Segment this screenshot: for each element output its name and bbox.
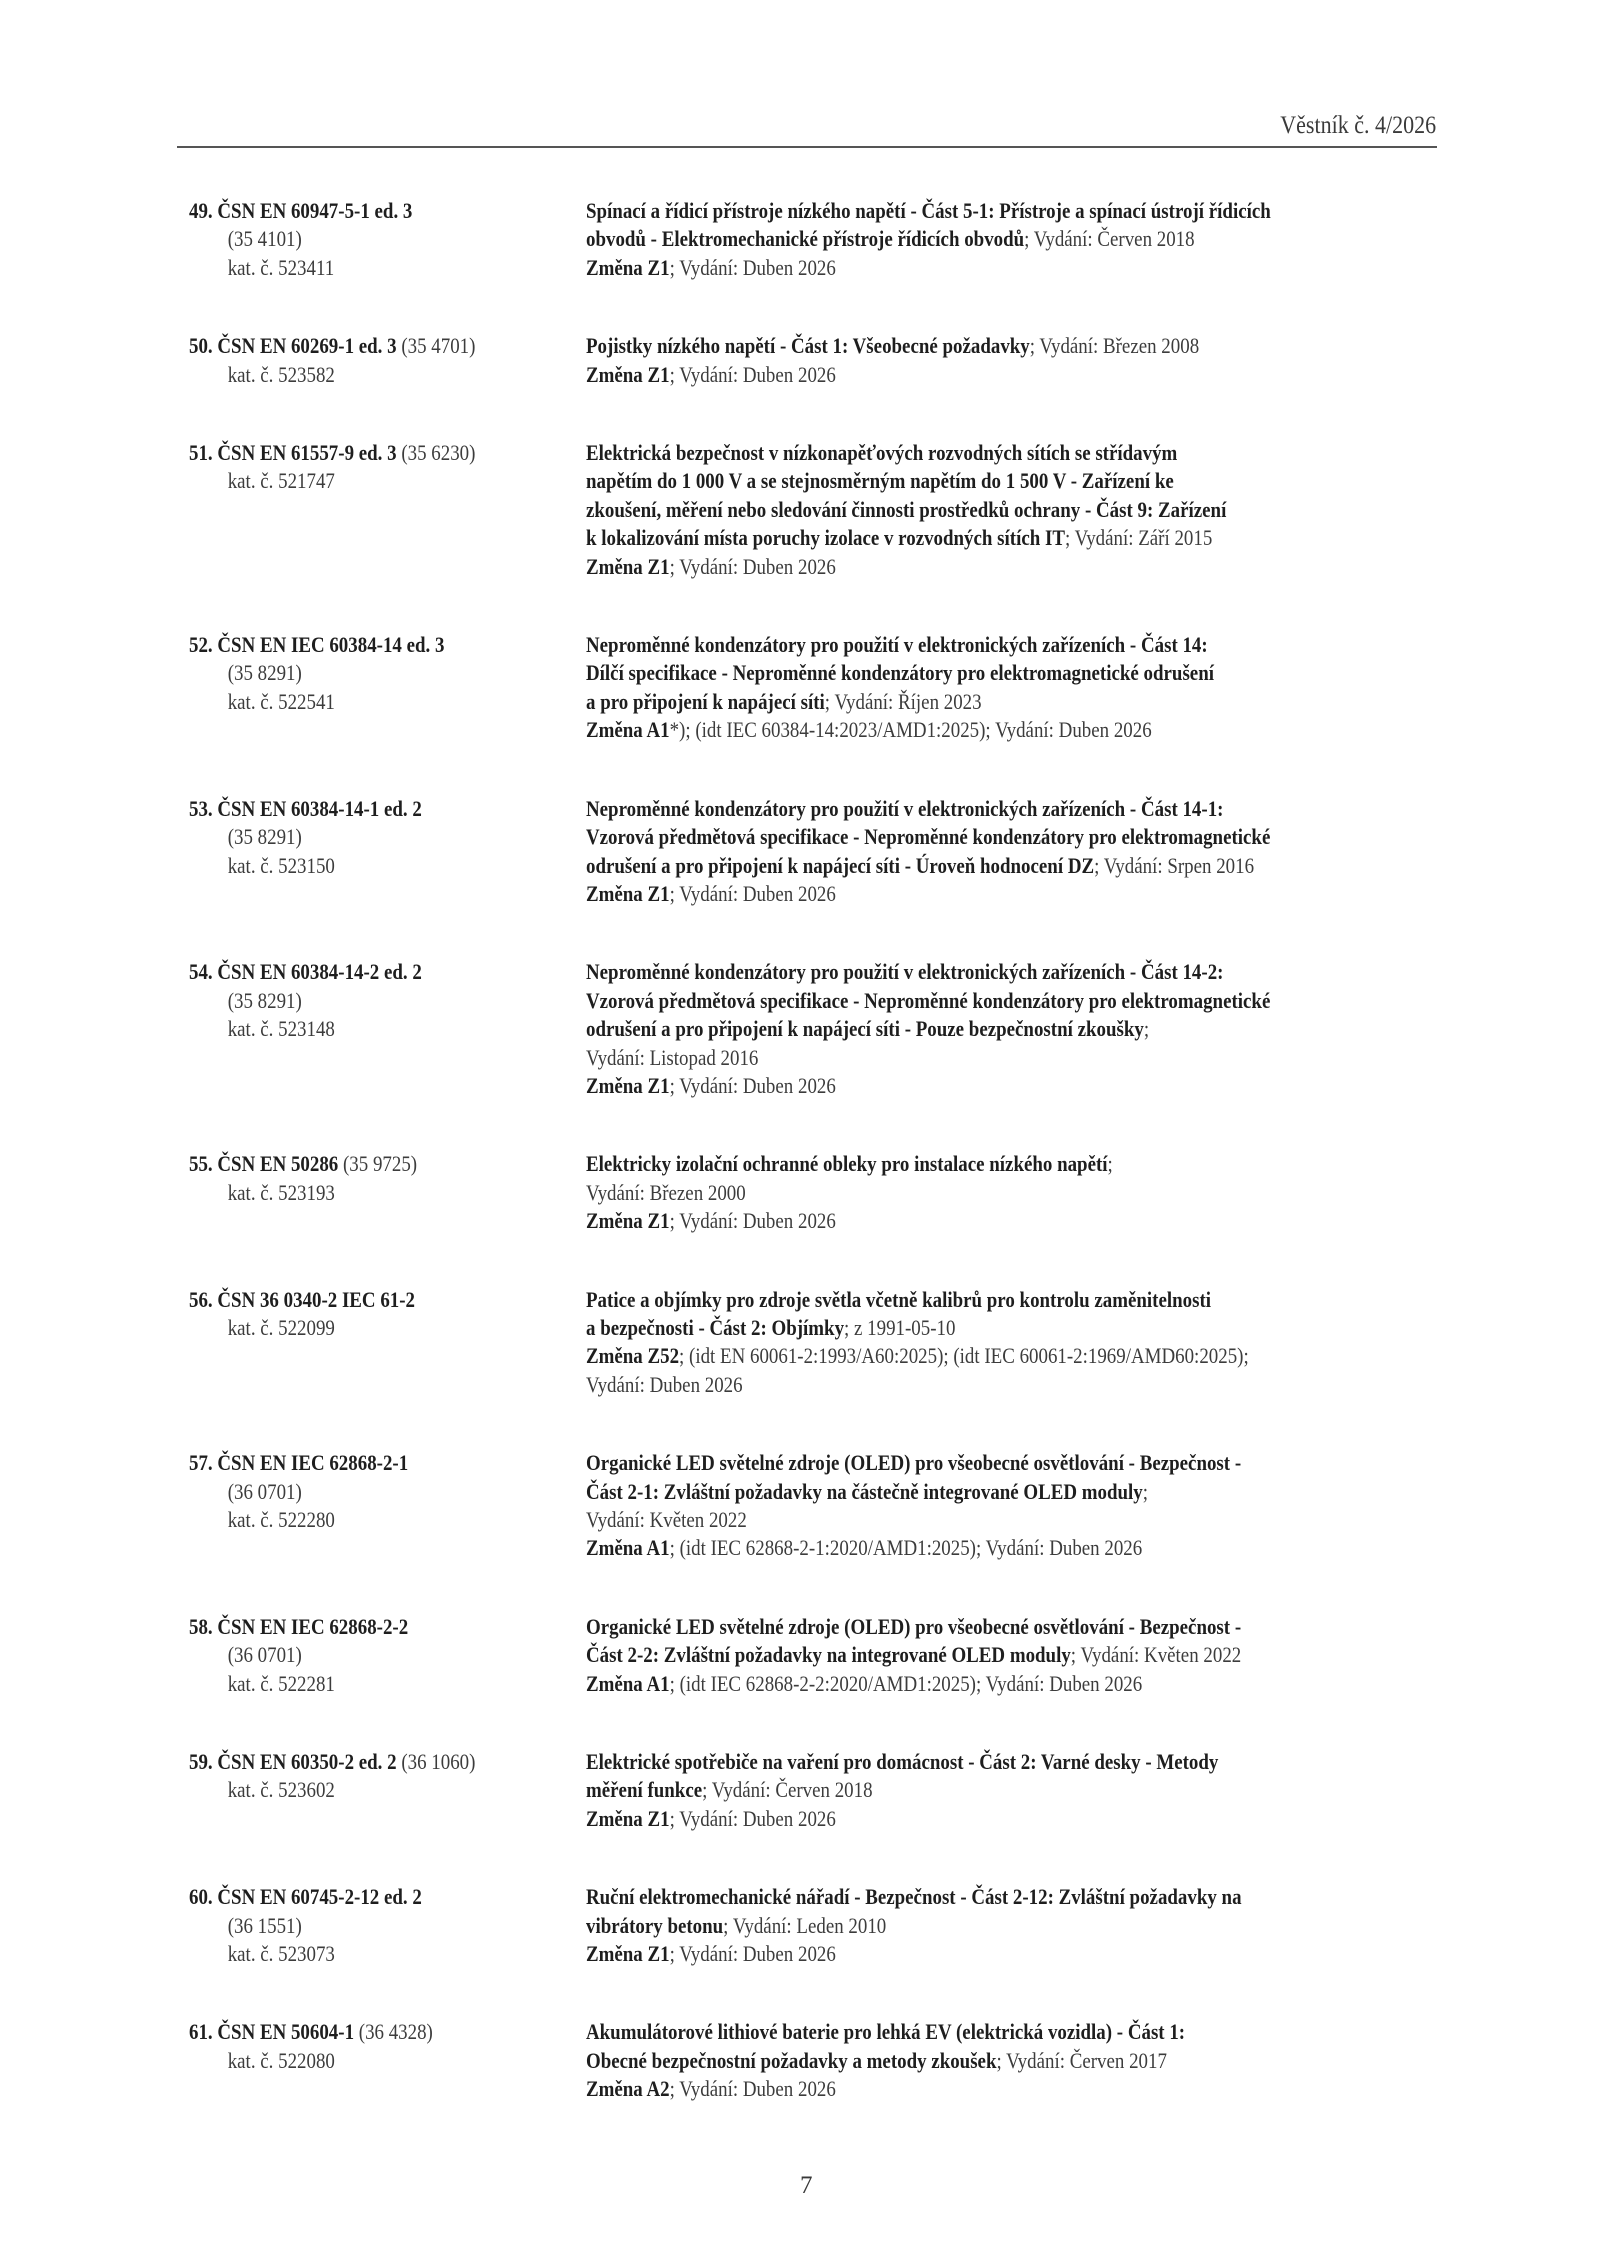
text-line [586,1534,1320,1562]
bold-text: Změna A2 [586,2076,670,2102]
bold-text: Dílčí specifikace - Neproměnné kondenzátory pro elektromagnetické odrušení [586,660,1214,686]
text-line [586,439,1320,467]
text-line [189,1776,530,1804]
text-line [586,716,1320,744]
bold-text: Vzorová předmětová specifikace - Neproměnné kondenzátory pro elektromagnetické [586,824,1271,850]
regular-text: kat. č. 522281 [227,1670,335,1696]
text-line [189,1670,530,1698]
text-line [586,1478,1320,1506]
text-line [189,1912,530,1940]
text-line [586,852,1320,880]
bold-text: vibrátory betonu [586,1912,724,1938]
text-line [586,823,1320,851]
bold-text: Změna Z1 [586,553,670,579]
standard-designation [189,1150,586,1235]
text-line [586,1776,1320,1804]
regular-text: (35 9725) [338,1151,418,1177]
text-line [189,2047,530,2075]
regular-text: Vydání: Květen 2022 [586,1507,747,1532]
regular-text: ; (idt IEC 62868-2-1:2020/AMD1:2025); Vydání: Duben 2026 [669,1535,1143,1561]
standard-entry [189,197,1439,282]
text-line [586,1912,1320,1940]
bold-text: Neproměnné kondenzátory pro použití v elektronických zařízeních - Část 14: [586,632,1208,658]
text-line [189,439,530,467]
standard-entry [189,1286,1439,1400]
text-line [586,524,1320,552]
standard-designation [189,1286,586,1400]
regular-text: kat. č. 523411 [227,254,335,280]
standard-designation [189,1883,586,1968]
bold-text: napětím do 1 000 V a se stejnosměrným napětím do 1 500 V - Zařízení ke [586,468,1174,494]
bold-text: Část 2-1: Zvláštní požadavky na částečně integrované OLED moduly [586,1478,1143,1504]
standard-entry [189,1613,1439,1698]
regular-text: (35 8291) [227,660,302,686]
text-line [586,1371,1320,1399]
bold-text: k lokalizování místa poruchy izolace v rozvodných sítích IT [586,525,1065,551]
bold-text: Organické LED světelné zdroje (OLED) pro všeobecné osvětlování - Bezpečnost - [586,1613,1242,1639]
standard-designation [189,439,586,581]
standard-description [586,631,1439,745]
text-line [586,553,1320,581]
regular-text: kat. č. 523150 [227,852,335,878]
regular-text: ; Vydání: Duben 2026 [669,361,836,387]
bold-text: Změna Z1 [586,1941,670,1967]
text-line [189,361,530,389]
regular-text: Vydání: Duben 2026 [586,1371,743,1397]
regular-text: ; Vydání: Červen 2018 [702,1777,873,1803]
text-line [586,1940,1320,1968]
text-line [586,1072,1320,1100]
regular-text: kat. č. 523582 [227,361,335,387]
regular-text: *); (idt IEC 60384-14:2023/AMD1:2025); Vydání: Duben 2026 [669,717,1152,743]
regular-text: (35 6230) [396,440,476,466]
regular-text: ; [1142,1478,1149,1504]
text-line [586,361,1320,389]
text-line [189,254,530,282]
standard-description [586,2018,1439,2103]
regular-text: kat. č. 522080 [227,2047,335,2073]
regular-text: ; Vydání: Říjen 2023 [824,688,982,714]
standard-entry [189,332,1439,389]
text-line [586,958,1320,986]
text-line [586,1805,1320,1833]
regular-text: ; z 1991-05-10 [844,1314,956,1340]
text-line [189,659,530,687]
text-line [189,795,530,823]
bold-text: 59. ČSN EN 60350-2 ed. 2 [189,1749,397,1775]
bold-text: 57. ČSN EN IEC 62868-2-1 [189,1450,409,1476]
bold-text: Ruční elektromechanické nářadí - Bezpečnost - Část 2-12: Zvláštní požadavky na [586,1884,1242,1910]
text-line [586,1150,1320,1178]
bold-text: 54. ČSN EN 60384-14-2 ed. 2 [189,959,422,985]
bold-text: Neproměnné kondenzátory pro použití v elektronických zařízeních - Část 14-2: [586,959,1224,985]
text-line [586,332,1320,360]
bold-text: Neproměnné kondenzátory pro použití v elektronických zařízeních - Část 14-1: [586,795,1224,821]
bold-text: Změna A1 [586,717,670,743]
text-line [586,1207,1320,1235]
regular-text: Vydání: Březen 2000 [586,1179,746,1205]
regular-text: ; Vydání: Duben 2026 [669,2076,836,2102]
bold-text: 55. ČSN EN 50286 [189,1151,339,1177]
bold-text: Pojistky nízkého napětí - Část 1: Všeobecné požadavky [586,333,1030,359]
text-line [189,1478,530,1506]
text-line [189,1286,530,1314]
regular-text: ; Vydání: Srpen 2016 [1094,852,1255,878]
regular-text: Vydání: Listopad 2016 [586,1044,759,1070]
text-line [586,688,1320,716]
text-line [586,2047,1320,2075]
text-line [586,1613,1320,1641]
text-line [586,496,1320,524]
standard-description [586,197,1439,282]
standard-description [586,1150,1439,1235]
bold-text: Změna Z1 [586,361,670,387]
standard-description [586,1883,1439,1968]
bold-text: 51. ČSN EN 61557-9 ed. 3 [189,440,397,466]
bold-text: Změna Z1 [586,1805,670,1831]
text-line [189,852,530,880]
text-line [189,1150,530,1178]
regular-text: (36 4328) [354,2019,433,2045]
bold-text: 61. ČSN EN 50604-1 [189,2019,355,2045]
bold-text: 52. ČSN EN IEC 60384-14 ed. 3 [189,632,445,658]
text-line [189,1449,530,1477]
bold-text: Změna A1 [586,1670,670,1696]
regular-text: ; [1143,1016,1150,1042]
bold-text: Organické LED světelné zdroje (OLED) pro všeobecné osvětlování - Bezpečnost - [586,1450,1242,1476]
bold-text: 50. ČSN EN 60269-1 ed. 3 [189,333,397,359]
standard-entry [189,2018,1439,2103]
standard-entry [189,1748,1439,1833]
text-line [189,1883,530,1911]
standard-designation [189,1748,586,1833]
bold-text: a bezpečnosti - Část 2: Objímky [586,1314,845,1340]
bold-text: a pro připojení k napájecí síti [586,688,825,714]
standard-entry [189,631,1439,745]
standard-description [586,439,1439,581]
standard-entry [189,958,1439,1100]
regular-text: (35 4101) [227,226,302,252]
standard-designation [189,1613,586,1698]
regular-text: ; Vydání: Leden 2010 [723,1912,887,1938]
standard-description [586,1449,1439,1563]
text-line [586,197,1320,225]
standard-description [586,1286,1439,1400]
text-line [586,1670,1320,1698]
standard-designation [189,197,586,282]
text-line [189,631,530,659]
regular-text: ; Vydání: Duben 2026 [669,553,836,579]
text-line [189,958,530,986]
text-line [189,225,530,253]
regular-text: ; Vydání: Duben 2026 [669,254,836,280]
text-line [586,795,1320,823]
regular-text: kat. č. 522099 [227,1314,335,1340]
text-line [586,225,1320,253]
regular-text: ; (idt IEC 62868-2-2:2020/AMD1:2025); Vydání: Duben 2026 [669,1670,1143,1696]
bold-text: Obecné bezpečnostní požadavky a metody zkoušek [586,2047,997,2073]
text-line [189,1179,530,1207]
text-line [586,1314,1320,1342]
regular-text: ; Vydání: Duben 2026 [669,1072,836,1098]
text-line [189,1015,530,1043]
standard-designation [189,795,586,909]
standard-description [586,958,1439,1100]
regular-text: kat. č. 521747 [227,468,335,494]
bold-text: 58. ČSN EN IEC 62868-2-2 [189,1613,409,1639]
text-line [189,688,530,716]
text-line [586,1286,1320,1314]
regular-text: (36 0701) [227,1478,302,1504]
text-line [586,1449,1320,1477]
regular-text: kat. č. 523602 [227,1777,335,1803]
regular-text: kat. č. 522541 [227,688,335,714]
bold-text: Změna A1 [586,1535,670,1561]
standard-description [586,1613,1439,1698]
regular-text: (36 0701) [227,1642,302,1668]
standard-designation [189,958,586,1100]
regular-text: ; Vydání: Květen 2022 [1070,1642,1242,1668]
text-line [586,1883,1320,1911]
bold-text: Elektrické spotřebiče na vaření pro domácnost - Část 2: Varné desky - Metody [586,1749,1219,1775]
regular-text: ; Vydání: Duben 2026 [669,880,836,906]
text-line [586,631,1320,659]
text-line [189,823,530,851]
page-number: 7 [800,2172,813,2199]
regular-text: kat. č. 523073 [227,1941,335,1967]
regular-text: ; (idt EN 60061-2:1993/A60:2025); (idt IEC 60061-2:1969/AMD60:2025); [679,1343,1249,1369]
bold-text: Spínací a řídicí přístroje nízkého napětí - Část 5-1: Přístroje a spínací ústrojí řídicích [586,198,1271,223]
bold-text: měření funkce [586,1777,703,1803]
standard-description [586,332,1439,389]
bold-text: odrušení a pro připojení k napájecí síti - Úroveň hodnocení DZ [586,852,1095,878]
bold-text: obvodů - Elektromechanické přístroje řídicích obvodů [586,226,1025,252]
text-line [189,1314,530,1342]
text-line [586,1641,1320,1669]
standard-entry [189,795,1439,909]
standard-description [586,1748,1439,1833]
standard-description [586,795,1439,909]
regular-text: (36 1551) [227,1912,302,1938]
bold-text: 49. ČSN EN 60947-5-1 ed. 3 [189,198,413,223]
regular-text: ; Vydání: Duben 2026 [669,1941,836,1967]
text-line [586,2075,1320,2103]
text-line [189,2018,530,2046]
journal-header-title: Věstník č. 4/2026 [1280,112,1436,139]
regular-text: (35 8291) [227,824,302,850]
regular-text: (36 1060) [396,1749,476,1775]
text-line [189,1748,530,1776]
bold-text: Změna Z1 [586,1208,670,1234]
regular-text: ; Vydání: Září 2015 [1064,525,1213,551]
standard-designation [189,332,586,389]
text-line [189,1506,530,1534]
regular-text: kat. č. 522280 [227,1507,335,1532]
text-line [189,987,530,1015]
standard-designation [189,2018,586,2103]
bold-text: Změna Z1 [586,1072,670,1098]
text-line [189,1940,530,1968]
text-line [189,1613,530,1641]
regular-text: ; Vydání: Červen 2018 [1024,226,1195,252]
text-line [586,1342,1320,1370]
text-line [189,197,530,225]
standard-entry [189,1883,1439,1968]
text-line [586,987,1320,1015]
standard-entry [189,439,1439,581]
text-line [586,254,1320,282]
text-line [189,332,530,360]
text-line [586,467,1320,495]
regular-text: ; Vydání: Duben 2026 [669,1208,836,1234]
regular-text: kat. č. 523148 [227,1016,335,1042]
bold-text: Část 2-2: Zvláštní požadavky na integrované OLED moduly [586,1642,1071,1668]
text-line [586,880,1320,908]
bold-text: odrušení a pro připojení k napájecí síti - Pouze bezpečnostní zkoušky [586,1016,1144,1042]
bold-text: 53. ČSN EN 60384-14-1 ed. 2 [189,795,422,821]
text-line [189,467,530,495]
bold-text: Změna Z1 [586,254,670,280]
bold-text: Změna Z1 [586,880,670,906]
regular-text: ; Vydání: Březen 2008 [1029,333,1200,359]
regular-text: ; [1107,1151,1113,1177]
bold-text: Vzorová předmětová specifikace - Neproměnné kondenzátory pro elektromagnetické [586,987,1271,1013]
text-line [586,2018,1320,2046]
regular-text: ; Vydání: Duben 2026 [669,1805,836,1831]
header-rule [177,146,1437,148]
regular-text: (35 8291) [227,987,302,1013]
text-line [189,1641,530,1669]
standard-designation [189,631,586,745]
regular-text: ; Vydání: Červen 2017 [996,2047,1167,2073]
standard-entry [189,1150,1439,1235]
text-line [586,1044,1320,1072]
text-line [586,1506,1320,1534]
text-line [586,1015,1320,1043]
standard-entry [189,1449,1439,1563]
bold-text: zkoušení, měření nebo sledování činnosti prostředků ochrany - Část 9: Zařízení [586,496,1227,522]
regular-text: kat. č. 523193 [227,1179,335,1205]
text-line [586,1748,1320,1776]
bold-text: 60. ČSN EN 60745-2-12 ed. 2 [189,1884,422,1910]
bold-text: Patice a objímky pro zdroje světla včetně kalibrů pro kontrolu zaměnitelnosti [586,1286,1212,1312]
text-line [586,1179,1320,1207]
regular-text: (35 4701) [396,333,476,359]
bold-text: 56. ČSN 36 0340-2 IEC 61-2 [189,1286,416,1312]
bold-text: Změna Z52 [586,1343,680,1369]
standards-list [189,197,1439,2154]
bold-text: Elektricky izolační ochranné obleky pro instalace nízkého napětí [586,1151,1108,1177]
standard-designation [189,1449,586,1563]
bold-text: Elektrická bezpečnost v nízkonapěťových rozvodných sítích se střídavým [586,440,1178,466]
text-line [586,659,1320,687]
bold-text: Akumulátorové lithiové baterie pro lehká EV (elektrická vozidla) - Část 1: [586,2019,1186,2045]
